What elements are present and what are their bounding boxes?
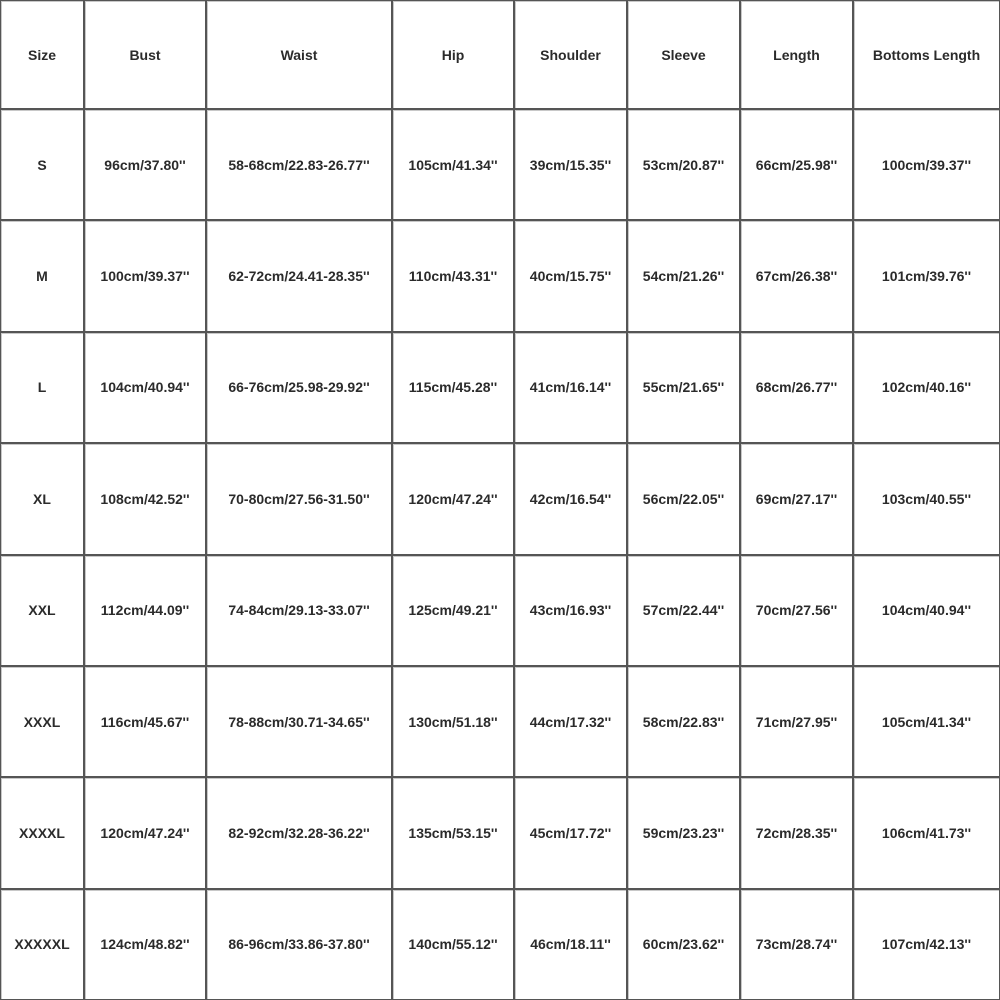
sleeve-cell: 56cm/22.05''	[627, 443, 740, 554]
bust-cell: 120cm/47.24''	[84, 777, 206, 888]
length-cell: 67cm/26.38''	[740, 220, 853, 331]
size-cell: XL	[0, 443, 84, 554]
length-cell: 68cm/26.77''	[740, 332, 853, 443]
shoulder-cell: 45cm/17.72''	[514, 777, 627, 888]
length-cell: 72cm/28.35''	[740, 777, 853, 888]
table-row	[0, 332, 1000, 443]
header-bottoms-length: Bottoms Length	[853, 0, 1000, 109]
table-row	[0, 777, 1000, 888]
bust-cell: 108cm/42.52''	[84, 443, 206, 554]
waist-cell: 74-84cm/29.13-33.07''	[206, 555, 392, 666]
header-size: Size	[0, 0, 84, 109]
table-row	[0, 889, 1000, 1000]
table-row	[0, 666, 1000, 777]
size-cell: XXXXXL	[0, 889, 84, 1000]
header-bust: Bust	[84, 0, 206, 109]
table-row	[0, 443, 1000, 554]
size-cell: L	[0, 332, 84, 443]
shoulder-cell: 43cm/16.93''	[514, 555, 627, 666]
size-cell: XXXL	[0, 666, 84, 777]
shoulder-cell: 46cm/18.11''	[514, 889, 627, 1000]
table-row	[0, 109, 1000, 220]
bottoms-length-cell: 105cm/41.34''	[853, 666, 1000, 777]
hip-cell: 135cm/53.15''	[392, 777, 514, 888]
header-length: Length	[740, 0, 853, 109]
bottoms-length-cell: 104cm/40.94''	[853, 555, 1000, 666]
bust-cell: 116cm/45.67''	[84, 666, 206, 777]
waist-cell: 58-68cm/22.83-26.77''	[206, 109, 392, 220]
bust-cell: 112cm/44.09''	[84, 555, 206, 666]
bottoms-length-cell: 102cm/40.16''	[853, 332, 1000, 443]
bust-cell: 124cm/48.82''	[84, 889, 206, 1000]
header-hip: Hip	[392, 0, 514, 109]
table-row	[0, 555, 1000, 666]
length-cell: 66cm/25.98''	[740, 109, 853, 220]
hip-cell: 125cm/49.21''	[392, 555, 514, 666]
waist-cell: 82-92cm/32.28-36.22''	[206, 777, 392, 888]
hip-cell: 140cm/55.12''	[392, 889, 514, 1000]
bottoms-length-cell: 106cm/41.73''	[853, 777, 1000, 888]
length-cell: 71cm/27.95''	[740, 666, 853, 777]
hip-cell: 120cm/47.24''	[392, 443, 514, 554]
waist-cell: 66-76cm/25.98-29.92''	[206, 332, 392, 443]
size-cell: S	[0, 109, 84, 220]
sleeve-cell: 60cm/23.62''	[627, 889, 740, 1000]
waist-cell: 62-72cm/24.41-28.35''	[206, 220, 392, 331]
sleeve-cell: 55cm/21.65''	[627, 332, 740, 443]
sleeve-cell: 53cm/20.87''	[627, 109, 740, 220]
shoulder-cell: 42cm/16.54''	[514, 443, 627, 554]
hip-cell: 110cm/43.31''	[392, 220, 514, 331]
bottoms-length-cell: 100cm/39.37''	[853, 109, 1000, 220]
sleeve-cell: 59cm/23.23''	[627, 777, 740, 888]
waist-cell: 86-96cm/33.86-37.80''	[206, 889, 392, 1000]
shoulder-cell: 44cm/17.32''	[514, 666, 627, 777]
header-shoulder: Shoulder	[514, 0, 627, 109]
bust-cell: 104cm/40.94''	[84, 332, 206, 443]
length-cell: 73cm/28.74''	[740, 889, 853, 1000]
shoulder-cell: 40cm/15.75''	[514, 220, 627, 331]
header-sleeve: Sleeve	[627, 0, 740, 109]
waist-cell: 78-88cm/30.71-34.65''	[206, 666, 392, 777]
sleeve-cell: 57cm/22.44''	[627, 555, 740, 666]
sleeve-cell: 54cm/21.26''	[627, 220, 740, 331]
length-cell: 70cm/27.56''	[740, 555, 853, 666]
bottoms-length-cell: 107cm/42.13''	[853, 889, 1000, 1000]
sleeve-cell: 58cm/22.83''	[627, 666, 740, 777]
header-row	[0, 0, 1000, 109]
bottoms-length-cell: 101cm/39.76''	[853, 220, 1000, 331]
waist-cell: 70-80cm/27.56-31.50''	[206, 443, 392, 554]
hip-cell: 105cm/41.34''	[392, 109, 514, 220]
bottoms-length-cell: 103cm/40.55''	[853, 443, 1000, 554]
hip-cell: 130cm/51.18''	[392, 666, 514, 777]
hip-cell: 115cm/45.28''	[392, 332, 514, 443]
shoulder-cell: 39cm/15.35''	[514, 109, 627, 220]
size-cell: XXL	[0, 555, 84, 666]
size-cell: XXXXL	[0, 777, 84, 888]
length-cell: 69cm/27.17''	[740, 443, 853, 554]
shoulder-cell: 41cm/16.14''	[514, 332, 627, 443]
bust-cell: 100cm/39.37''	[84, 220, 206, 331]
bust-cell: 96cm/37.80''	[84, 109, 206, 220]
header-waist: Waist	[206, 0, 392, 109]
size-cell: M	[0, 220, 84, 331]
table-row	[0, 220, 1000, 331]
